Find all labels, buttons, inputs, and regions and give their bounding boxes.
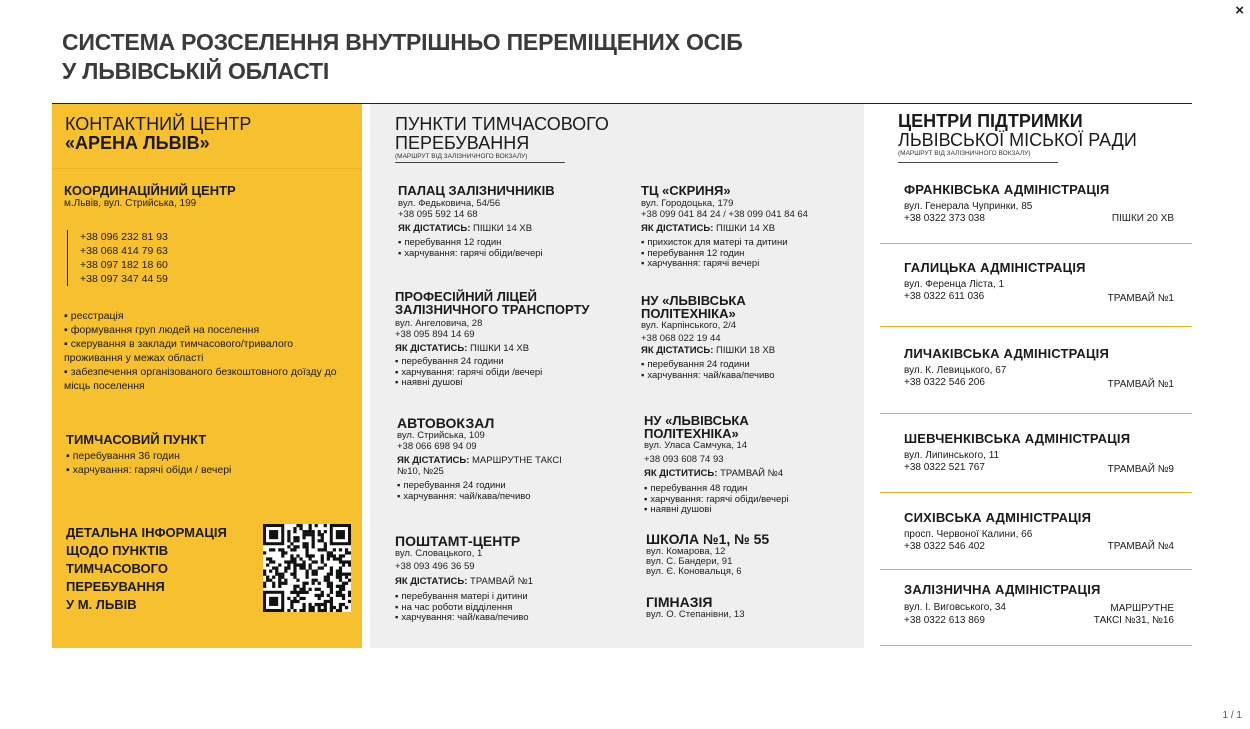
support-center-address: вул. Липинського, 11	[904, 450, 1000, 461]
page-title-line1: СИСТЕМА РОЗСЕЛЕННЯ ВНУТРІШНЬО ПЕРЕМІЩЕНИХ ОСІБ	[62, 29, 743, 55]
support-centers-column	[880, 104, 1192, 648]
point-address: вул. С. Бандери, 91	[646, 556, 733, 567]
point-item: ▪ харчування: гарячі вечері	[641, 259, 861, 270]
support-center-name: ГАЛИЦЬКА АДМІНІСТРАЦІЯ	[904, 260, 1086, 275]
support-separator	[880, 645, 1192, 646]
how-value: ПІШКИ 18 ХВ	[716, 345, 776, 356]
support-center	[904, 431, 1174, 475]
point-phone[interactable]: +38 066 698 94 09	[397, 441, 477, 452]
support-center-name: ФРАНКІВСЬКА АДМІНІСТРАЦІЯ	[904, 182, 1110, 197]
point-item: ▪ перебування 48 годин	[644, 484, 864, 495]
point-item: ▪ перебування матері і дитини	[395, 592, 620, 603]
contact-divider	[52, 168, 362, 169]
point-title: НУ «ЛЬВІВСЬКА	[641, 293, 746, 308]
how-value: МАРШРУТНЕ ТАКСІ	[472, 455, 562, 466]
support-center-transport: МАРШРУТНЕ	[1110, 603, 1174, 614]
point-card	[395, 290, 640, 389]
point-title: НУ «ЛЬВІВСЬКА	[644, 413, 749, 428]
point-phone[interactable]: +38 095 592 14 68	[398, 209, 478, 220]
point-card	[398, 184, 623, 259]
contact-center-header	[65, 115, 251, 153]
page-indicator: 1 / 1	[1222, 710, 1242, 721]
page-title	[62, 28, 743, 86]
point-item: ▪ перебування 12 годин	[398, 238, 623, 249]
how-value-2: №10, №25	[397, 466, 444, 477]
point-card	[646, 595, 861, 620]
support-center-phone[interactable]: +38 0322 611 036	[904, 290, 985, 302]
coord-address: м.Львів, вул. Стрийська, 199	[64, 198, 197, 209]
support-center-name: ЗАЛІЗНИЧНА АДМІНІСТРАЦІЯ	[904, 582, 1101, 597]
how-label: ЯК ДІСТАТИСЬ:	[641, 223, 714, 234]
point-card	[395, 534, 620, 624]
point-item: ▪ на час роботи відділення	[395, 603, 620, 614]
support-separator	[880, 492, 1192, 493]
info-line: ЩОДО ПУНКТІВ	[66, 543, 169, 558]
point-item: ▪ перебування 24 години	[395, 357, 640, 368]
how-value: ПІШКИ 14 ХВ	[470, 343, 530, 354]
points-header-line1: ПУНКТИ ТИМЧАСОВОГО	[395, 114, 609, 134]
how-label: ЯК ДІСТИТИСЬ:	[644, 468, 718, 479]
point-card	[644, 414, 864, 516]
info-line: ДЕТАЛЬНА ІНФОРМАЦІЯ	[66, 525, 227, 540]
points-header-line2: ПЕРЕБУВАННЯ	[395, 133, 530, 153]
point-title: ПРОФЕСІЙНИЙ ЛІЦЕЙ	[395, 289, 537, 304]
point-item: ▪ харчування: гарячі обіди /вечері	[395, 368, 640, 379]
support-separator	[880, 569, 1192, 570]
qr-code[interactable]	[263, 524, 351, 612]
point-card	[397, 416, 622, 502]
point-item: ▪ наявні душові	[644, 505, 864, 516]
support-separator	[880, 243, 1192, 244]
support-center-address: вул. Ференца Ліста, 1	[904, 279, 1005, 290]
support-center-transport: ТРАМВАЙ №9	[1107, 463, 1174, 475]
support-center-name: ШЕВЧЕНКІВСЬКА АДМІНІСТРАЦІЯ	[904, 431, 1131, 446]
support-center-phone[interactable]: +38 0322 613 869	[904, 614, 985, 626]
support-center-name: СИХІВСЬКА АДМІНІСТРАЦІЯ	[904, 510, 1092, 525]
coord-center	[64, 184, 354, 210]
point-item: ▪ наявні душові	[395, 378, 640, 389]
temp-item: ▪ харчування: гарячі обіди / вечері	[66, 463, 356, 477]
support-center-name: ЛИЧАКІВСЬКА АДМІНІСТРАЦІЯ	[904, 346, 1110, 361]
coord-phones	[67, 230, 168, 286]
point-item: ▪ харчування: гарячі обіди/вечері	[644, 495, 864, 506]
phone[interactable]: +38 068 414 79 63	[80, 245, 168, 257]
support-center-address: вул. І. Виговського, 34	[904, 602, 1006, 613]
point-address: вул. О. Степанівни, 13	[646, 609, 745, 620]
qr-code-image	[263, 524, 351, 612]
point-address: вул. Ангеловича, 28	[395, 318, 483, 329]
point-title: ГІМНАЗІЯ	[646, 594, 713, 610]
point-card	[646, 532, 861, 577]
phone[interactable]: +38 096 232 81 93	[80, 231, 168, 243]
support-center	[904, 510, 1174, 552]
support-center-phone[interactable]: +38 0322 546 402	[904, 540, 985, 552]
support-header-line2: ЛЬВІВСЬКОЇ МІСЬКОЇ РАДИ	[898, 130, 1137, 150]
close-button[interactable]: ×	[1235, 2, 1244, 19]
point-title: ПОЛІТЕХНІКА»	[641, 306, 736, 321]
point-item: ▪ харчування: гарячі обіди/вечері	[398, 249, 623, 260]
support-center-transport: ТРАМВАЙ №1	[1107, 292, 1174, 304]
how-value: ТРАМВАЙ №1	[470, 576, 534, 587]
coord-title: КООРДИНАЦІЙНИЙ ЦЕНТР	[64, 183, 236, 198]
temp-point	[66, 433, 356, 477]
support-center-transport: ПІШКИ 20 ХВ	[1111, 212, 1174, 224]
point-item: ▪ перебування 24 години	[397, 481, 622, 492]
point-item: ▪ прихисток для матері та дитини	[641, 238, 861, 249]
point-address: вул. Уласа Самчука, 14	[644, 440, 748, 451]
point-address: вул. Є. Коновальця, 6	[646, 566, 742, 577]
point-title: АВТОВОКЗАЛ	[397, 415, 495, 431]
support-center-address: вул. Генерала Чупринки, 85	[904, 201, 1033, 212]
how-label: ЯК ДІСТАТИСЬ:	[397, 455, 470, 466]
points-header	[395, 115, 609, 161]
contact-header-line1: КОНТАКТНИЙ ЦЕНТР	[65, 114, 252, 134]
how-value: ТРАМВАЙ №4	[720, 468, 784, 479]
temp-item: ▪ перебування 36 годин	[66, 449, 356, 463]
point-title: ПАЛАЦ ЗАЛІЗНИЧНИКІВ	[398, 183, 555, 198]
support-header-line1: ЦЕНТРИ ПІДТРИМКИ	[898, 111, 1083, 131]
how-value: ПІШКИ 14 ХВ	[716, 223, 776, 234]
point-title: ЗАЛІЗНИЧНОГО ТРАНСПОРТУ	[395, 302, 590, 317]
support-center-address: просп. Червоної Калини, 66	[904, 529, 1033, 540]
point-item: ▪ харчування: чай/кава/печиво	[397, 492, 622, 503]
page-title-line2: У ЛЬВІВСЬКІЙ ОБЛАСТІ	[62, 58, 330, 84]
phone[interactable]: +38 097 182 18 60	[80, 259, 168, 271]
how-label: ЯК ДІСТАТИСЬ:	[641, 345, 714, 356]
point-item: ▪ харчування: чай/кава/печиво	[395, 613, 620, 624]
point-address: вул. Словацького, 1	[395, 548, 483, 559]
point-title: ШКОЛА №1, № 55	[646, 531, 770, 547]
support-separator	[880, 326, 1192, 327]
point-item: ▪ перебування 24 години	[641, 360, 861, 371]
coord-services	[64, 309, 349, 393]
phone[interactable]: +38 097 347 44 59	[80, 273, 168, 285]
point-address: вул. Комарова, 12	[646, 546, 726, 557]
support-center-address: вул. К. Левицького, 67	[904, 365, 1007, 376]
service-item: ▪ формування груп людей на поселення	[64, 323, 349, 337]
detailed-info	[66, 524, 227, 614]
point-title: ПОШТАМТ-ЦЕНТР	[395, 533, 521, 549]
info-line: У М. ЛЬВІВ	[66, 597, 137, 612]
point-title: ТЦ «СКРИНЯ»	[641, 183, 731, 198]
support-header	[898, 112, 1137, 158]
points-note: (МАРШРУТ ВІД ЗАЛІЗНИЧНОГО ВОКЗАЛУ)	[395, 153, 528, 160]
point-address: вул. Стрийська, 109	[397, 430, 485, 441]
support-divider	[898, 162, 1058, 163]
support-note: (МАРШРУТ ВІД ЗАЛІЗНИЧНОГО ВОКЗАЛУ)	[898, 150, 1031, 157]
support-center-transport: ТРАМВАЙ №4	[1107, 540, 1174, 552]
how-value: ПІШКИ 14 ХВ	[473, 223, 533, 234]
how-label: ЯК ДІСТАТИСЬ:	[395, 576, 468, 587]
point-address: вул. Федьковича, 54/56	[398, 198, 501, 209]
point-phone[interactable]: +38 095 894 14 69	[395, 329, 475, 340]
support-center-phone[interactable]: +38 0322 521 767	[904, 461, 985, 473]
service-item: ▪ забезпечення організованого безкоштовного доїзду до місць поселення	[64, 365, 349, 393]
point-phone[interactable]: +38 068 022 19 44	[641, 333, 721, 344]
service-item: ▪ реєстрація	[64, 309, 349, 323]
how-label: ЯК ДІСТАТИСЬ:	[398, 223, 471, 234]
point-phone[interactable]: +38 093 496 36 59	[395, 561, 475, 572]
support-center-transport: ТРАМВАЙ №1	[1107, 378, 1174, 390]
support-center	[904, 260, 1174, 304]
service-item: ▪ скерування в заклади тимчасового/тривалого проживання у межах області	[64, 337, 349, 365]
point-phone[interactable]: +38 099 041 84 24 / +38 099 041 84 64	[641, 209, 808, 220]
point-card	[641, 294, 861, 381]
contact-header-line2: «АРЕНА ЛЬВІВ»	[65, 133, 210, 153]
point-address: вул. Городоцька, 179	[641, 198, 734, 209]
support-separator	[880, 413, 1192, 414]
support-center	[904, 582, 1174, 626]
support-center	[904, 182, 1174, 224]
point-title: ПОЛІТЕХНІКА»	[644, 426, 739, 441]
support-center-phone[interactable]: +38 0322 373 038	[904, 212, 985, 224]
support-center-transport-2: ТАКСІ №31, №16	[1093, 614, 1174, 626]
info-line: ТИМЧАСОВОГО	[66, 561, 168, 576]
points-divider	[395, 162, 565, 163]
point-address: вул. Карпінського, 2/4	[641, 320, 737, 331]
point-item: ▪ перебування 12 годин	[641, 249, 861, 260]
point-phone[interactable]: +38 093 608 74 93	[644, 454, 724, 465]
temporary-points-column	[370, 104, 864, 648]
point-item: ▪ харчування: чай/кава/печиво	[641, 371, 861, 382]
temp-title: ТИМЧАСОВИЙ ПУНКТ	[66, 432, 207, 447]
how-label: ЯК ДІСТАТИСЬ:	[395, 343, 468, 354]
support-center-phone[interactable]: +38 0322 546 206	[904, 376, 985, 388]
info-line: ПЕРЕБУВАННЯ	[66, 579, 165, 594]
point-card	[641, 184, 861, 270]
support-center	[904, 346, 1174, 390]
